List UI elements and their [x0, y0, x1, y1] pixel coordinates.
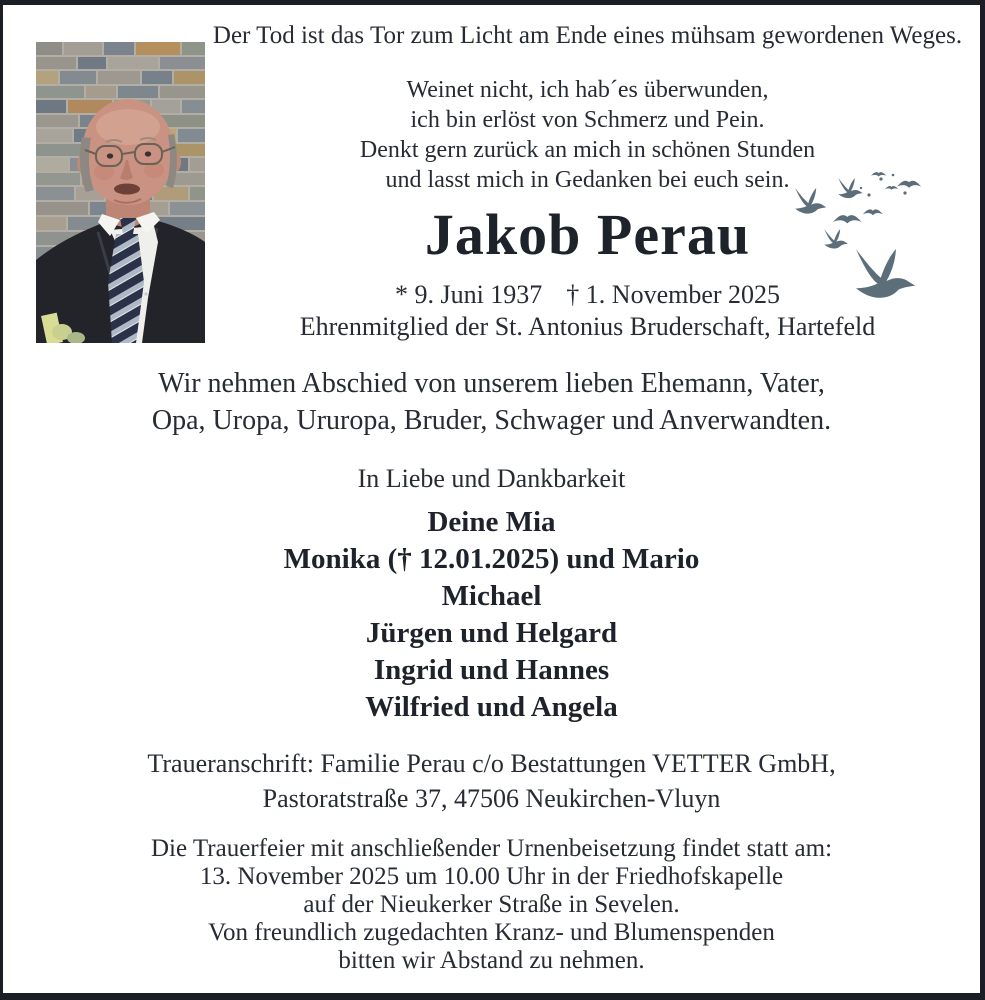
farewell-line: Opa, Uropa, Ururopa, Bruder, Schwager und Anverwandten.: [151, 405, 832, 436]
mourner-name: Wilfried und Angela: [365, 691, 618, 723]
mourners-list: [3, 504, 980, 726]
service-line: bitten wir Abstand zu nehmen.: [338, 947, 645, 974]
deceased-block: [203, 203, 972, 343]
farewell-text: [3, 365, 980, 439]
left-eye: [107, 153, 113, 158]
tribute-line: In Liebe und Dankbarkeit: [357, 464, 626, 493]
mourner-name: Ingrid und Hannes: [373, 654, 610, 686]
farewell-line: Wir nehmen Abschied von unserem lieben Ehemann, Vater,: [158, 368, 825, 399]
birth-date: * 9. Juni 1937: [394, 280, 543, 309]
poem-line: ich bin erlöst von Schmerz und Pein.: [410, 107, 765, 133]
service-line: auf der Nieukerker Straße in Sevelen.: [303, 891, 680, 918]
address-line: Traueranschrift: Familie Perau c/o Bestattungen VETTER GmbH,: [147, 749, 836, 778]
death-date: † 1. November 2025: [566, 280, 781, 309]
service-line: Von freundlich zugedachten Kranz- und Blumenspenden: [208, 919, 775, 946]
mouth: [114, 184, 140, 195]
right-eye: [145, 151, 151, 156]
mourner-name: Monika († 12.01.2025) und Mario: [283, 543, 700, 575]
deceased-name: Jakob Perau: [424, 202, 751, 267]
poem-line: und lasst mich in Gedanken bei euch sein.: [385, 167, 790, 193]
poem: [203, 75, 972, 195]
life-dates: [203, 279, 972, 311]
service-line: Die Trauerfeier mit anschließender Urnenbeisetzung findet statt am:: [150, 835, 833, 862]
mourning-address: [3, 746, 980, 816]
honorific-title: Ehrenmitglied der St. Antonius Bruderschaft, Hartefeld: [299, 312, 876, 341]
epigraph-line: Der Tod ist das Tor zum Licht am Ende eines mühsam gewordenen Weges.: [212, 22, 963, 49]
mourner-name: Jürgen und Helgard: [365, 617, 618, 649]
service-info: [3, 835, 980, 975]
address-line: Pastoratstraße 37, 47506 Neukirchen-Vluyn: [262, 784, 721, 813]
forehead-highlight: [96, 109, 160, 145]
mourner-name: Michael: [441, 580, 542, 612]
poem-line: Denkt gern zurück an mich in schönen Stunden: [359, 137, 816, 163]
epigraph: [203, 21, 972, 51]
service-line: 13. November 2025 um 10.00 Uhr in der Friedhofskapelle: [199, 863, 784, 890]
shirt-button: [144, 292, 147, 295]
poem-line: Weinet nicht, ich hab´es überwunden,: [406, 77, 769, 103]
mourner-name: Deine Mia: [427, 506, 556, 538]
portrait-photo: [36, 42, 205, 343]
